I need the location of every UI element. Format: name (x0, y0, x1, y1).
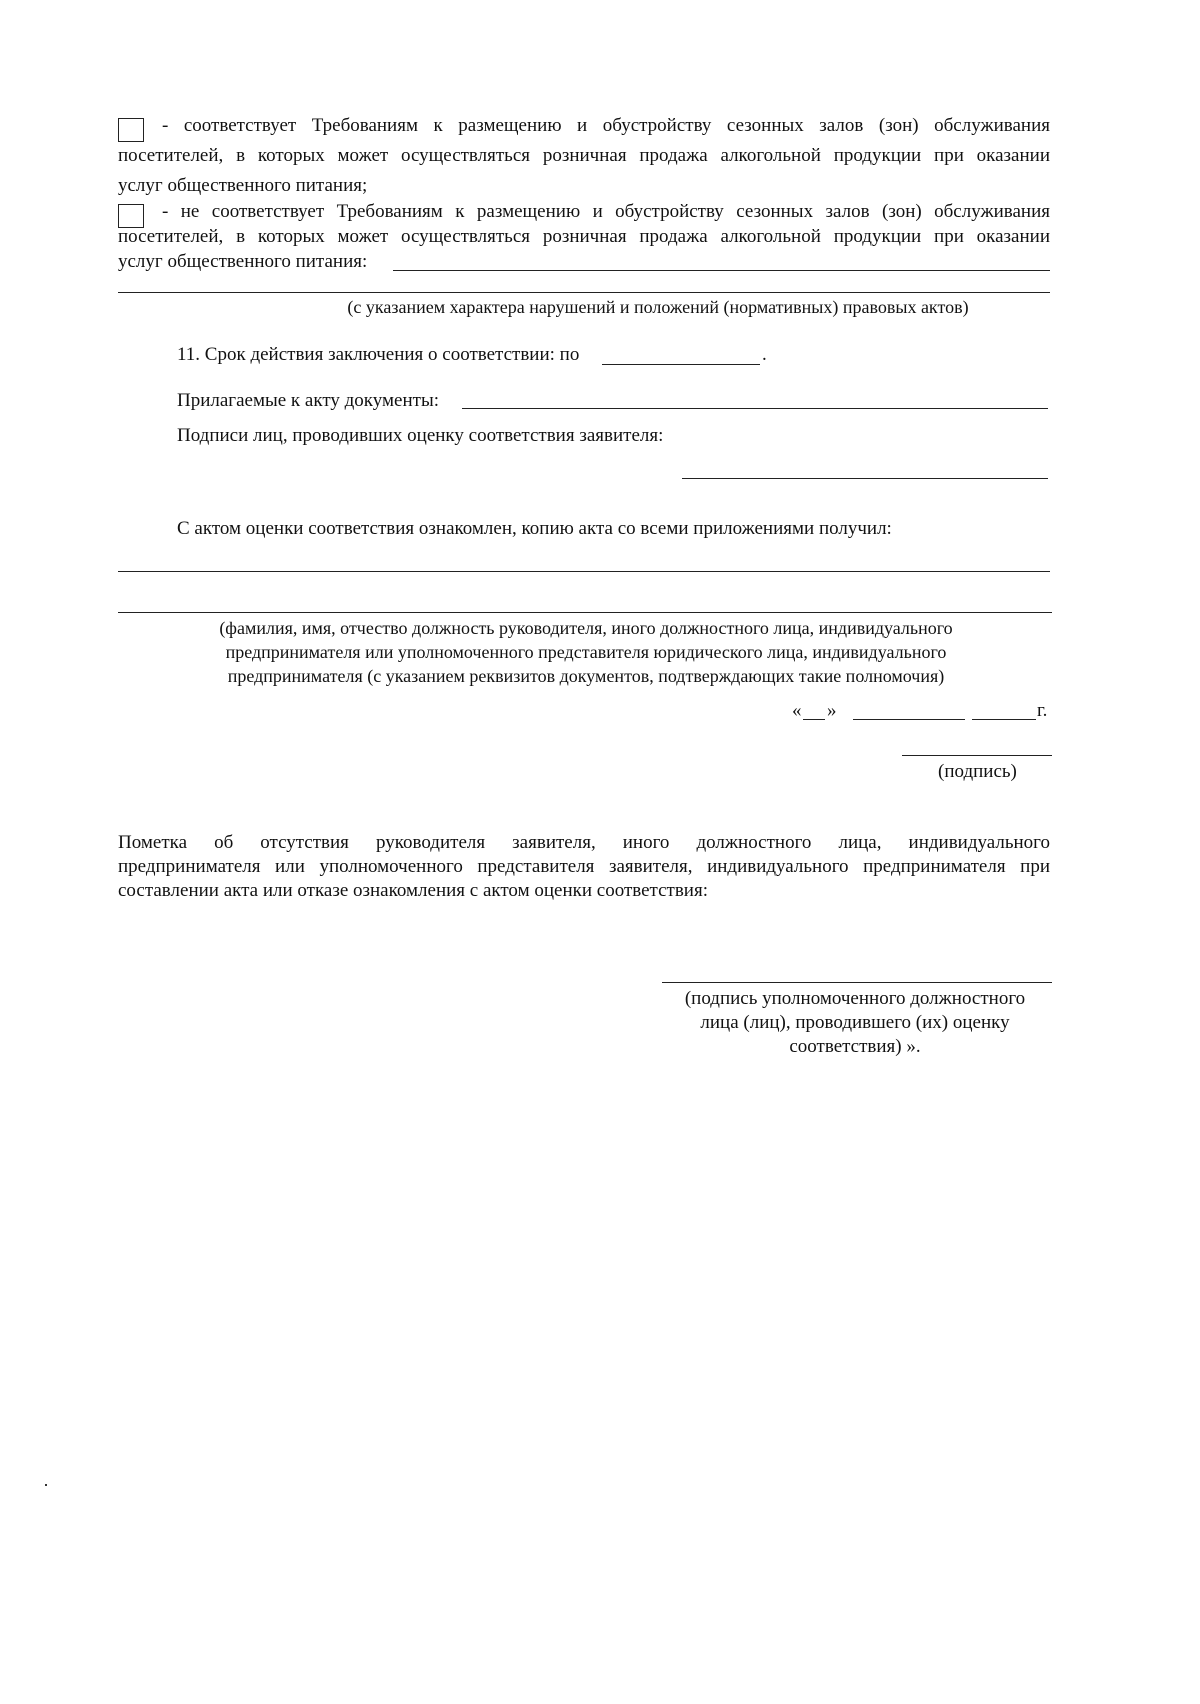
violations-field-line2[interactable] (118, 292, 1050, 293)
complies-text-line3: услуг общественного питания; (118, 175, 368, 196)
violations-caption: (с указанием характера нарушений и положений (нормативных) правовых актов) (347, 297, 969, 317)
date-day-field[interactable] (803, 719, 825, 720)
date-open-quote: « (792, 700, 802, 721)
official-signature-caption-line3: соответствия) ». (789, 1036, 921, 1057)
acknowledgment-caption-line1: (фамилия, имя, отчество должность руководителя, иного должностного лица, индивидуального (219, 618, 953, 638)
complies-checkbox[interactable] (118, 118, 144, 142)
not-complies-checkbox[interactable] (118, 204, 144, 228)
violations-field-line1[interactable] (393, 270, 1050, 271)
date-year-suffix: г. (1037, 700, 1048, 721)
official-signature-line[interactable] (662, 982, 1052, 983)
absence-note-line3: составлении акта или отказе ознакомления с актом оценки соответствия: (118, 880, 708, 901)
official-signature-caption-line2: лица (лиц), проводившего (их) оценку (700, 1012, 1010, 1033)
acknowledgment-field-line2[interactable] (118, 612, 1052, 613)
not-complies-text-line2: посетителей, в которых может осуществляться розничная продажа алкогольной продукции при оказании (118, 226, 1050, 247)
acknowledgment-caption-line3: предпринимателя (с указанием реквизитов документов, подтверждающих такие полномочия) (227, 666, 945, 686)
attached-documents-field[interactable] (462, 408, 1048, 409)
validity-date-field[interactable] (602, 364, 760, 365)
validity-label: 11. Срок действия заключения о соответствии: по (177, 344, 580, 365)
signature-caption: (подпись) (938, 761, 1017, 782)
official-signature-caption-line1: (подпись уполномоченного должностного (684, 988, 1026, 1009)
date-month-field[interactable] (853, 719, 965, 720)
recipient-signature-line[interactable] (902, 755, 1052, 756)
attached-documents-label: Прилагаемые к акту документы: (177, 390, 439, 411)
date-year-field[interactable] (972, 719, 1036, 720)
inspector-signature-line[interactable] (682, 478, 1048, 479)
absence-note-line1: Пометка об отсутствия руководителя заявителя, иного должностного лица, индивидуального (118, 832, 1050, 853)
acknowledgment-field-line1[interactable] (118, 571, 1050, 572)
not-complies-text-line1: - не соответствует Требованиям к размещению и обустройству сезонных залов (зон) обслуживания (162, 201, 1050, 222)
validity-period-end: . (762, 344, 767, 365)
not-complies-text-line3: услуг общественного питания: (118, 251, 368, 272)
complies-text-line2: посетителей, в которых может осуществляться розничная продажа алкогольной продукции при оказании (118, 145, 1050, 166)
date-close-quote: » (827, 700, 837, 721)
acknowledgment-caption-line2: предпринимателя или уполномоченного представителя юридического лица, индивидуального (225, 642, 947, 662)
signatures-label: Подписи лиц, проводивших оценку соответствия заявителя: (177, 425, 664, 446)
scan-speck (45, 1484, 47, 1486)
absence-note-line2: предпринимателя или уполномоченного представителя заявителя, индивидуального предпринимателя при (118, 856, 1050, 877)
acknowledgment-text: С актом оценки соответствия ознакомлен, копию акта со всеми приложениями получил: (177, 518, 892, 539)
complies-text-line1: - соответствует Требованиям к размещению и обустройству сезонных залов (зон) обслуживания (162, 115, 1050, 136)
